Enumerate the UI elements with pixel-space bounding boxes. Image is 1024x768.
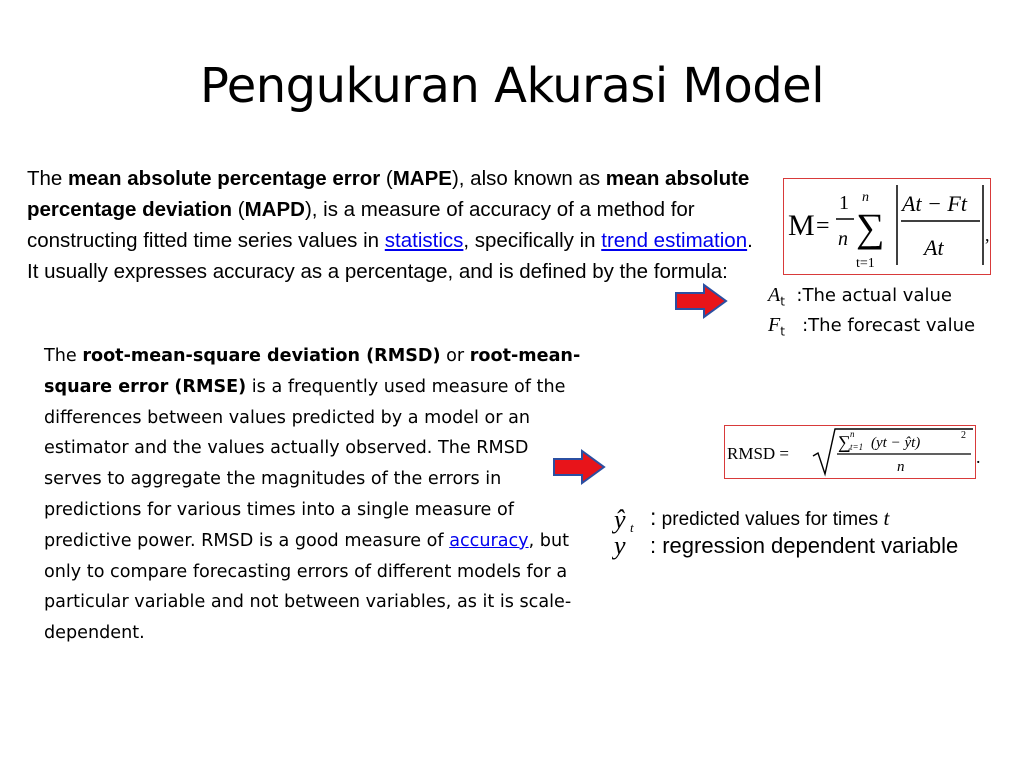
predicted-t: t <box>883 506 890 530</box>
statistics-link[interactable]: statistics <box>384 229 464 252</box>
yhat-y-symbols <box>612 502 644 560</box>
rmsd-upper: n <box>850 429 855 439</box>
predicted-colon: : <box>650 504 657 530</box>
legend-f-symbol: F <box>768 314 781 336</box>
rmsd-paragraph <box>44 341 584 649</box>
arrow-right-icon <box>552 449 606 485</box>
mape-abbrev: MAPE <box>392 167 452 190</box>
mape-formula-svg <box>784 179 990 274</box>
rmsd-sum: ∑ <box>838 432 851 452</box>
yhat-symbol: ŷ <box>614 505 626 534</box>
rmsd-formula <box>724 425 976 479</box>
yhat-subscript: t <box>630 520 634 535</box>
mape-text: ( <box>232 198 245 221</box>
formula-equals: = <box>816 213 830 239</box>
mape-text: The <box>27 167 69 190</box>
rmsd-term: root-mean-square deviation (RMSD) <box>82 346 441 366</box>
rmsd-text: is a frequently used measure of the differences between values predicted by a model or an estimator and the values actually observed. The RMSD serves to aggregate the magnitudes of the errors in predictions for various times into a single measure of predictive power. RMSD is a good measure of <box>44 376 566 551</box>
formula-n: n <box>838 228 848 250</box>
rmsd-text: , but only to compare forecasting errors of different models for a particular variable and not between variables, as it is scale-dependent. <box>44 530 572 644</box>
rmsd-text: or <box>440 346 470 366</box>
rmsd-lower: t=1 <box>850 442 864 452</box>
accuracy-link[interactable]: accuracy <box>449 530 529 551</box>
rmsd-paren: (yt − ŷt) <box>871 435 921 451</box>
mape-term: mean absolute percentage error <box>68 167 381 190</box>
rmsd-formula-svg <box>725 426 975 478</box>
formula-sum: ∑ <box>856 205 885 250</box>
formula-numerator: At − Ft <box>902 191 967 216</box>
legend-a-subscript: t <box>780 294 785 309</box>
rmsd-text: The <box>44 346 83 366</box>
predicted-text: predicted values for times <box>656 509 884 530</box>
mapd-abbrev: MAPD <box>244 198 305 221</box>
y-symbol: y <box>614 531 626 560</box>
mape-paragraph <box>27 163 767 287</box>
rmsd-period: . <box>976 447 981 467</box>
rmse-term: root-mean-square error (RMSE) <box>44 346 581 397</box>
arrow-right-icon <box>674 283 728 319</box>
formula-lhs: M <box>788 209 815 242</box>
legend-f-subscript: t <box>780 324 785 339</box>
mape-formula <box>783 178 991 275</box>
formula-lower: t=1 <box>856 256 875 271</box>
rmsd-denominator: n <box>897 459 905 475</box>
legend-f-text: :The forecast value <box>802 315 976 336</box>
mape-text: ( <box>380 167 393 190</box>
slide-title: Pengukuran Akurasi Model <box>199 58 825 114</box>
trend-estimation-link[interactable]: trend estimation <box>601 229 748 252</box>
rmsd-square: 2 <box>961 430 966 441</box>
regression-dependent-label: : regression dependent variable <box>650 533 959 558</box>
formula-denominator: At <box>924 235 944 260</box>
mapd-term: mean absolute percentage deviation <box>27 167 750 221</box>
formula-comma: , <box>985 225 990 245</box>
formula-upper: n <box>862 190 869 205</box>
legend-a-symbol: A <box>768 284 781 306</box>
mape-text: , specifically in <box>463 229 602 252</box>
mape-text: . It usually expresses accuracy as a percentage, and is defined by the formula: <box>27 229 753 283</box>
legend-a-text: :The actual value <box>796 285 952 306</box>
formula-one: 1 <box>839 192 849 214</box>
mape-text: ), also known as <box>451 167 606 190</box>
forecast-value-legend <box>768 310 975 347</box>
rmsd-lhs: RMSD = <box>727 444 790 463</box>
mape-text: ), is a measure of accuracy of a method for constructing fitted time series values in <box>27 198 695 252</box>
predicted-values-label <box>650 504 889 531</box>
